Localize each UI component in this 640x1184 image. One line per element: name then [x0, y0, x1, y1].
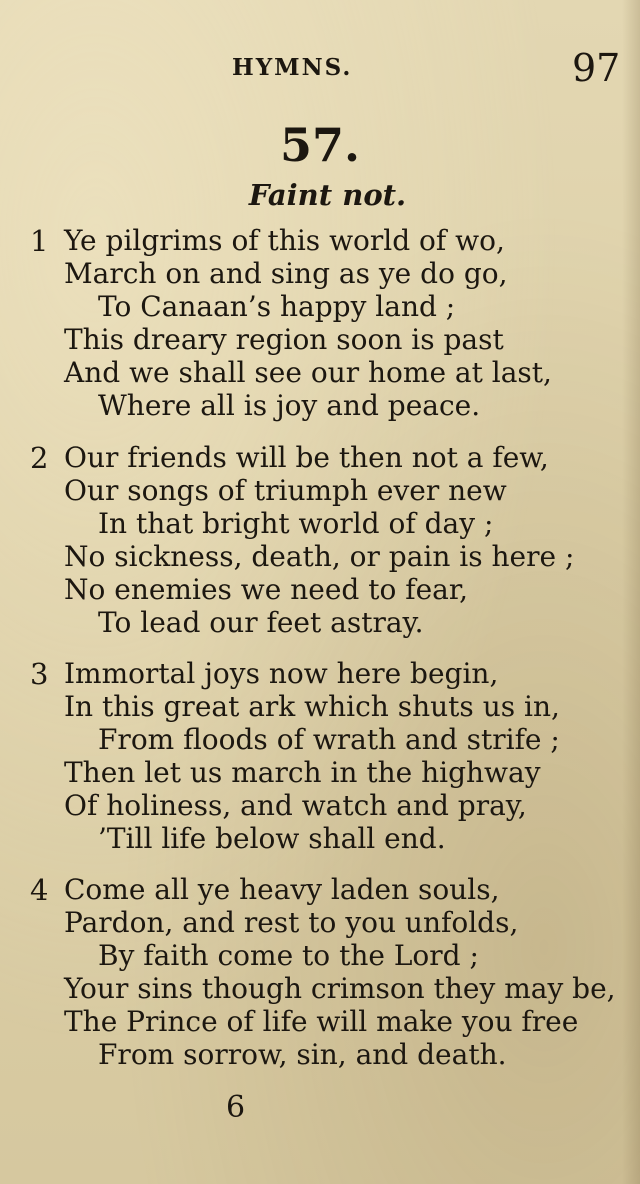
- verse-line: And we shall see our home at last,: [64, 356, 552, 389]
- verse-line: To lead our feet astray.: [98, 606, 424, 639]
- verse-line: Then let us march in the highway: [64, 756, 541, 789]
- verse-line: ’Till life below shall end.: [98, 822, 446, 855]
- verse-line: Our friends will be then not a few,: [64, 441, 549, 474]
- verse-line: From sorrow, sin, and death.: [98, 1038, 507, 1071]
- verse-number: 3: [30, 657, 49, 691]
- verse-line: No sickness, death, or pain is here ;: [64, 540, 575, 573]
- verse-line: The Prince of life will make you free: [64, 1005, 579, 1038]
- page-number: 97: [572, 46, 621, 90]
- verse-line: No enemies we need to fear,: [64, 573, 469, 606]
- verse-line: Our songs of triumph ever new: [64, 474, 507, 507]
- running-title: HYMNS.: [232, 54, 353, 81]
- verse-line: In this great ark which shuts us in,: [64, 690, 560, 723]
- verse-number: 1: [30, 224, 49, 258]
- signature-mark: 6: [226, 1090, 246, 1125]
- verse-line: This dreary region soon is past: [64, 323, 504, 356]
- verse-number: 4: [30, 873, 49, 907]
- verse-number: 2: [30, 441, 49, 475]
- verse-line: Of holiness, and watch and pray,: [64, 789, 527, 822]
- hymn-title: Faint not.: [248, 178, 407, 212]
- verse-line: Come all ye heavy laden souls,: [64, 873, 500, 906]
- verse-line: Where all is joy and peace.: [98, 389, 481, 422]
- verse-line: Immortal joys now here begin,: [64, 657, 499, 690]
- verse-line: From floods of wrath and strife ;: [98, 723, 560, 756]
- verse-line: March on and sing as ye do go,: [64, 257, 508, 290]
- verse-line: By faith come to the Lord ;: [98, 939, 479, 972]
- hymn-number: 57.: [279, 118, 361, 172]
- verse-line: Pardon, and rest to you unfolds,: [64, 906, 519, 939]
- verse-line: Your sins though crimson they may be,: [64, 972, 616, 1005]
- verse-line: To Canaan’s happy land ;: [98, 290, 456, 323]
- verse-line: Ye pilgrims of this world of wo,: [64, 224, 505, 257]
- running-head: [0, 46, 640, 90]
- verse-line: In that bright world of day ;: [98, 507, 494, 540]
